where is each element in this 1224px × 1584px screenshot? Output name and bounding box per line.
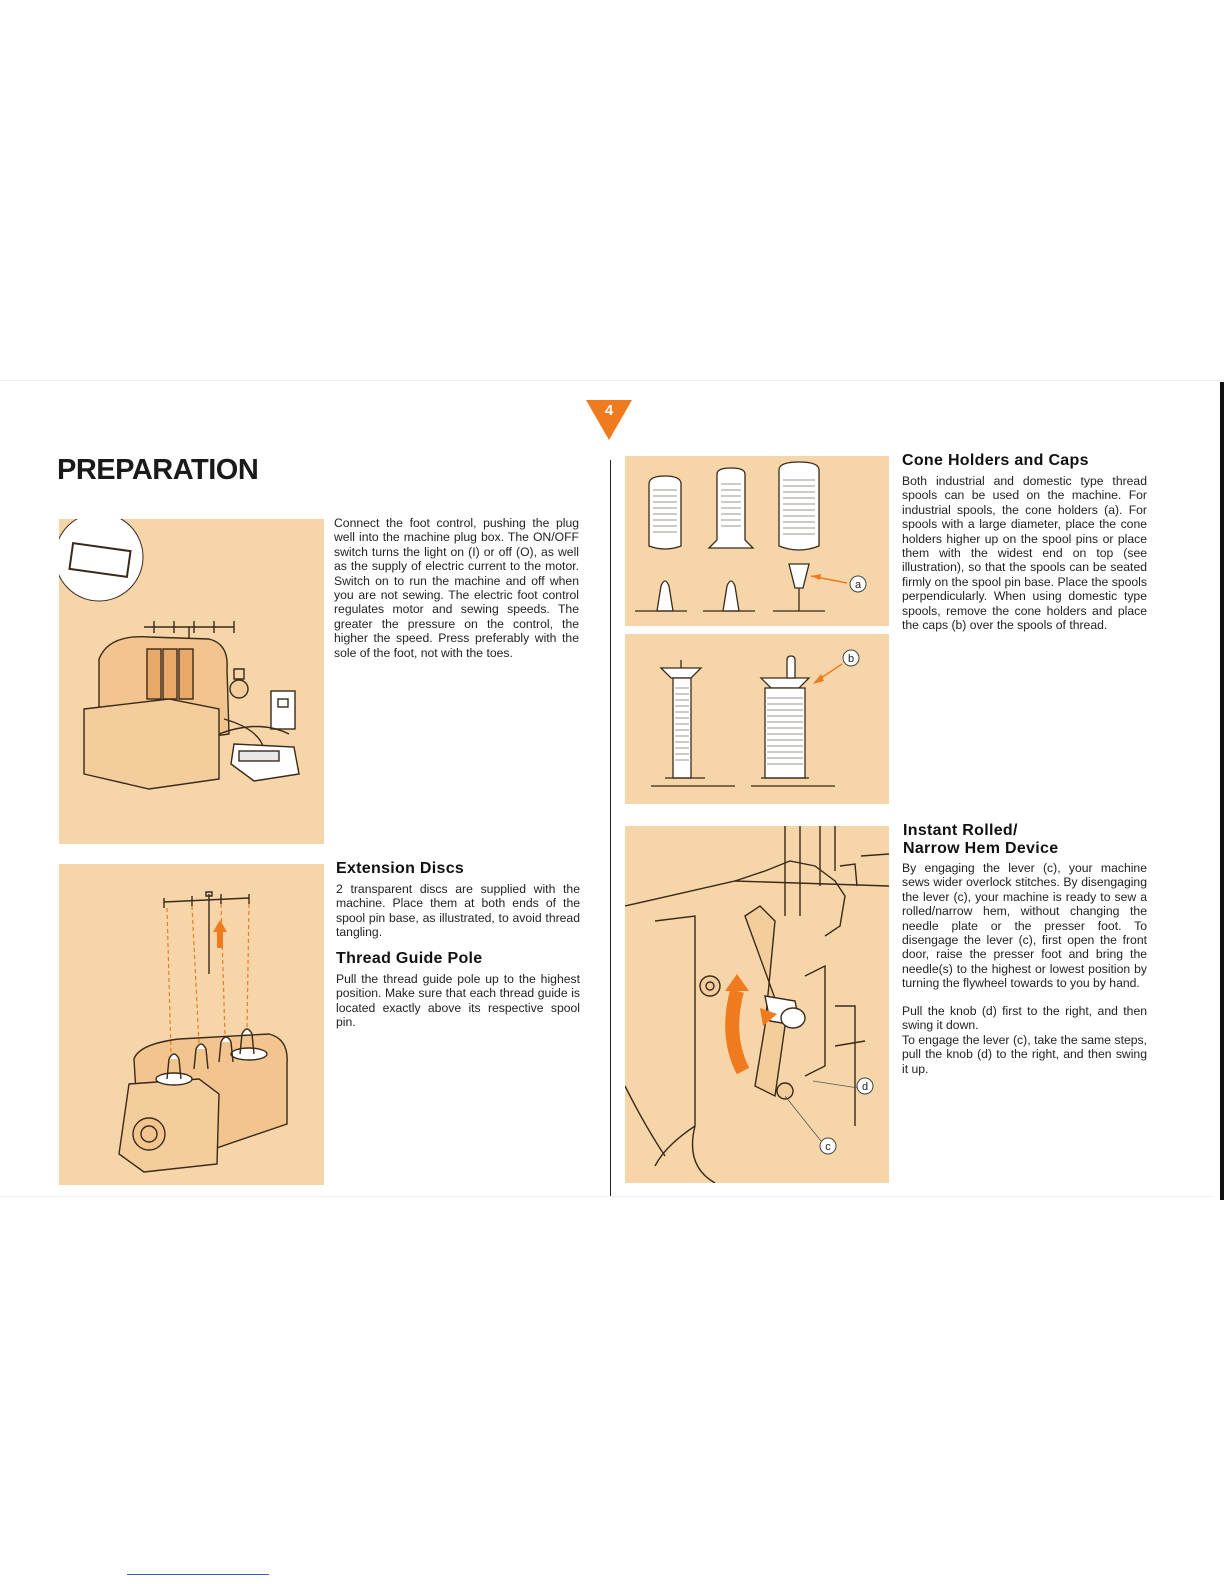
- cone-holders-text: Both industrial and domestic type thread spools can be used on the machine. For industrial spools, the cone holders (a). For spools with a large diameter, place the cone holders higher up on the spool pins or place them with the widest end on top (see illustration), so that the spools can be seated firmly on the spool pin base. Place the spools perpendicularly. When using domestic type spools, remove the cone holders and place the caps (b) over the spools of thread.: [902, 474, 1147, 633]
- extension-discs-text: 2 transparent discs are supplied with the machine. Place them at both ends of the spool pin base, as illustrated, to avoid thread tangling.: [336, 882, 580, 940]
- footer-rule: [127, 1574, 269, 1575]
- callout-c-label: c: [825, 1141, 831, 1153]
- rolled-hem-knob-text: Pull the knob (d) first to the right, and then swing it down.: [902, 1004, 1147, 1033]
- center-divider: [610, 460, 611, 1196]
- rolled-hem-heading-line2: Narrow Hem Device: [903, 840, 1059, 857]
- page-number-badge: [586, 400, 632, 440]
- page-bottom-edge: [0, 1196, 1212, 1197]
- spool-caps-illustration: [625, 634, 889, 804]
- extension-discs-heading: Extension Discs: [336, 860, 465, 877]
- rolled-hem-illustration: [625, 826, 889, 1183]
- thread-guide-illustration: [59, 864, 324, 1185]
- cone-holders-drawing: [625, 456, 889, 626]
- page-title: PREPARATION: [57, 454, 259, 486]
- rolled-hem-lever-drawing: [625, 826, 889, 1183]
- binding-edge: [1220, 382, 1224, 1200]
- rolled-hem-heading-line1: Instant Rolled/: [903, 822, 1018, 839]
- foot-control-illustration: [59, 519, 324, 844]
- thread-guide-pole-heading: Thread Guide Pole: [336, 950, 483, 967]
- spool-caps-drawing: [625, 634, 889, 804]
- page-top-edge: [0, 380, 1224, 381]
- serger-foot-control-drawing: [59, 519, 324, 844]
- cone-holders-heading: Cone Holders and Caps: [902, 452, 1089, 469]
- page-number: 4: [604, 402, 614, 419]
- rolled-hem-engage-text: To engage the lever (c), take the same steps, pull the knob (d) to the right, and then swing it up.: [902, 1033, 1147, 1076]
- thread-guide-pole-drawing: [59, 864, 324, 1185]
- rolled-hem-text: By engaging the lever (c), your machine sews wider overlock stitches. By disengaging the lever (c), your machine is ready to sew a rolled/narrow hem, without changing the needle plate or the presser foot. To disengage the lever (c), first open the front door, raise the presser foot and bring the needle(s) to the highest or lowest position by turning the flywheel towards to you by hand.: [902, 861, 1147, 991]
- callout-d-label: d: [861, 1081, 869, 1093]
- cone-holders-illustration: [625, 456, 889, 626]
- foot-control-text: Connect the foot control, pushing the plug well into the machine plug box. The ON/OFF switch turns the light on (I) or off (O), as well as the supply of electric current to the motor. Switch on to run the machine and off when you are not sewing. The electric foot control regulates motor and sewing speeds. The greater the pressure on the control, the higher the speed. Press preferably with the sole of the foot, not with the toes.: [334, 516, 579, 660]
- callout-b-label: b: [847, 653, 855, 665]
- thread-guide-pole-text: Pull the thread guide pole up to the highest position. Make sure that each thread guide is located exactly above its respective spool pin.: [336, 972, 580, 1030]
- callout-a-label: a: [854, 579, 862, 591]
